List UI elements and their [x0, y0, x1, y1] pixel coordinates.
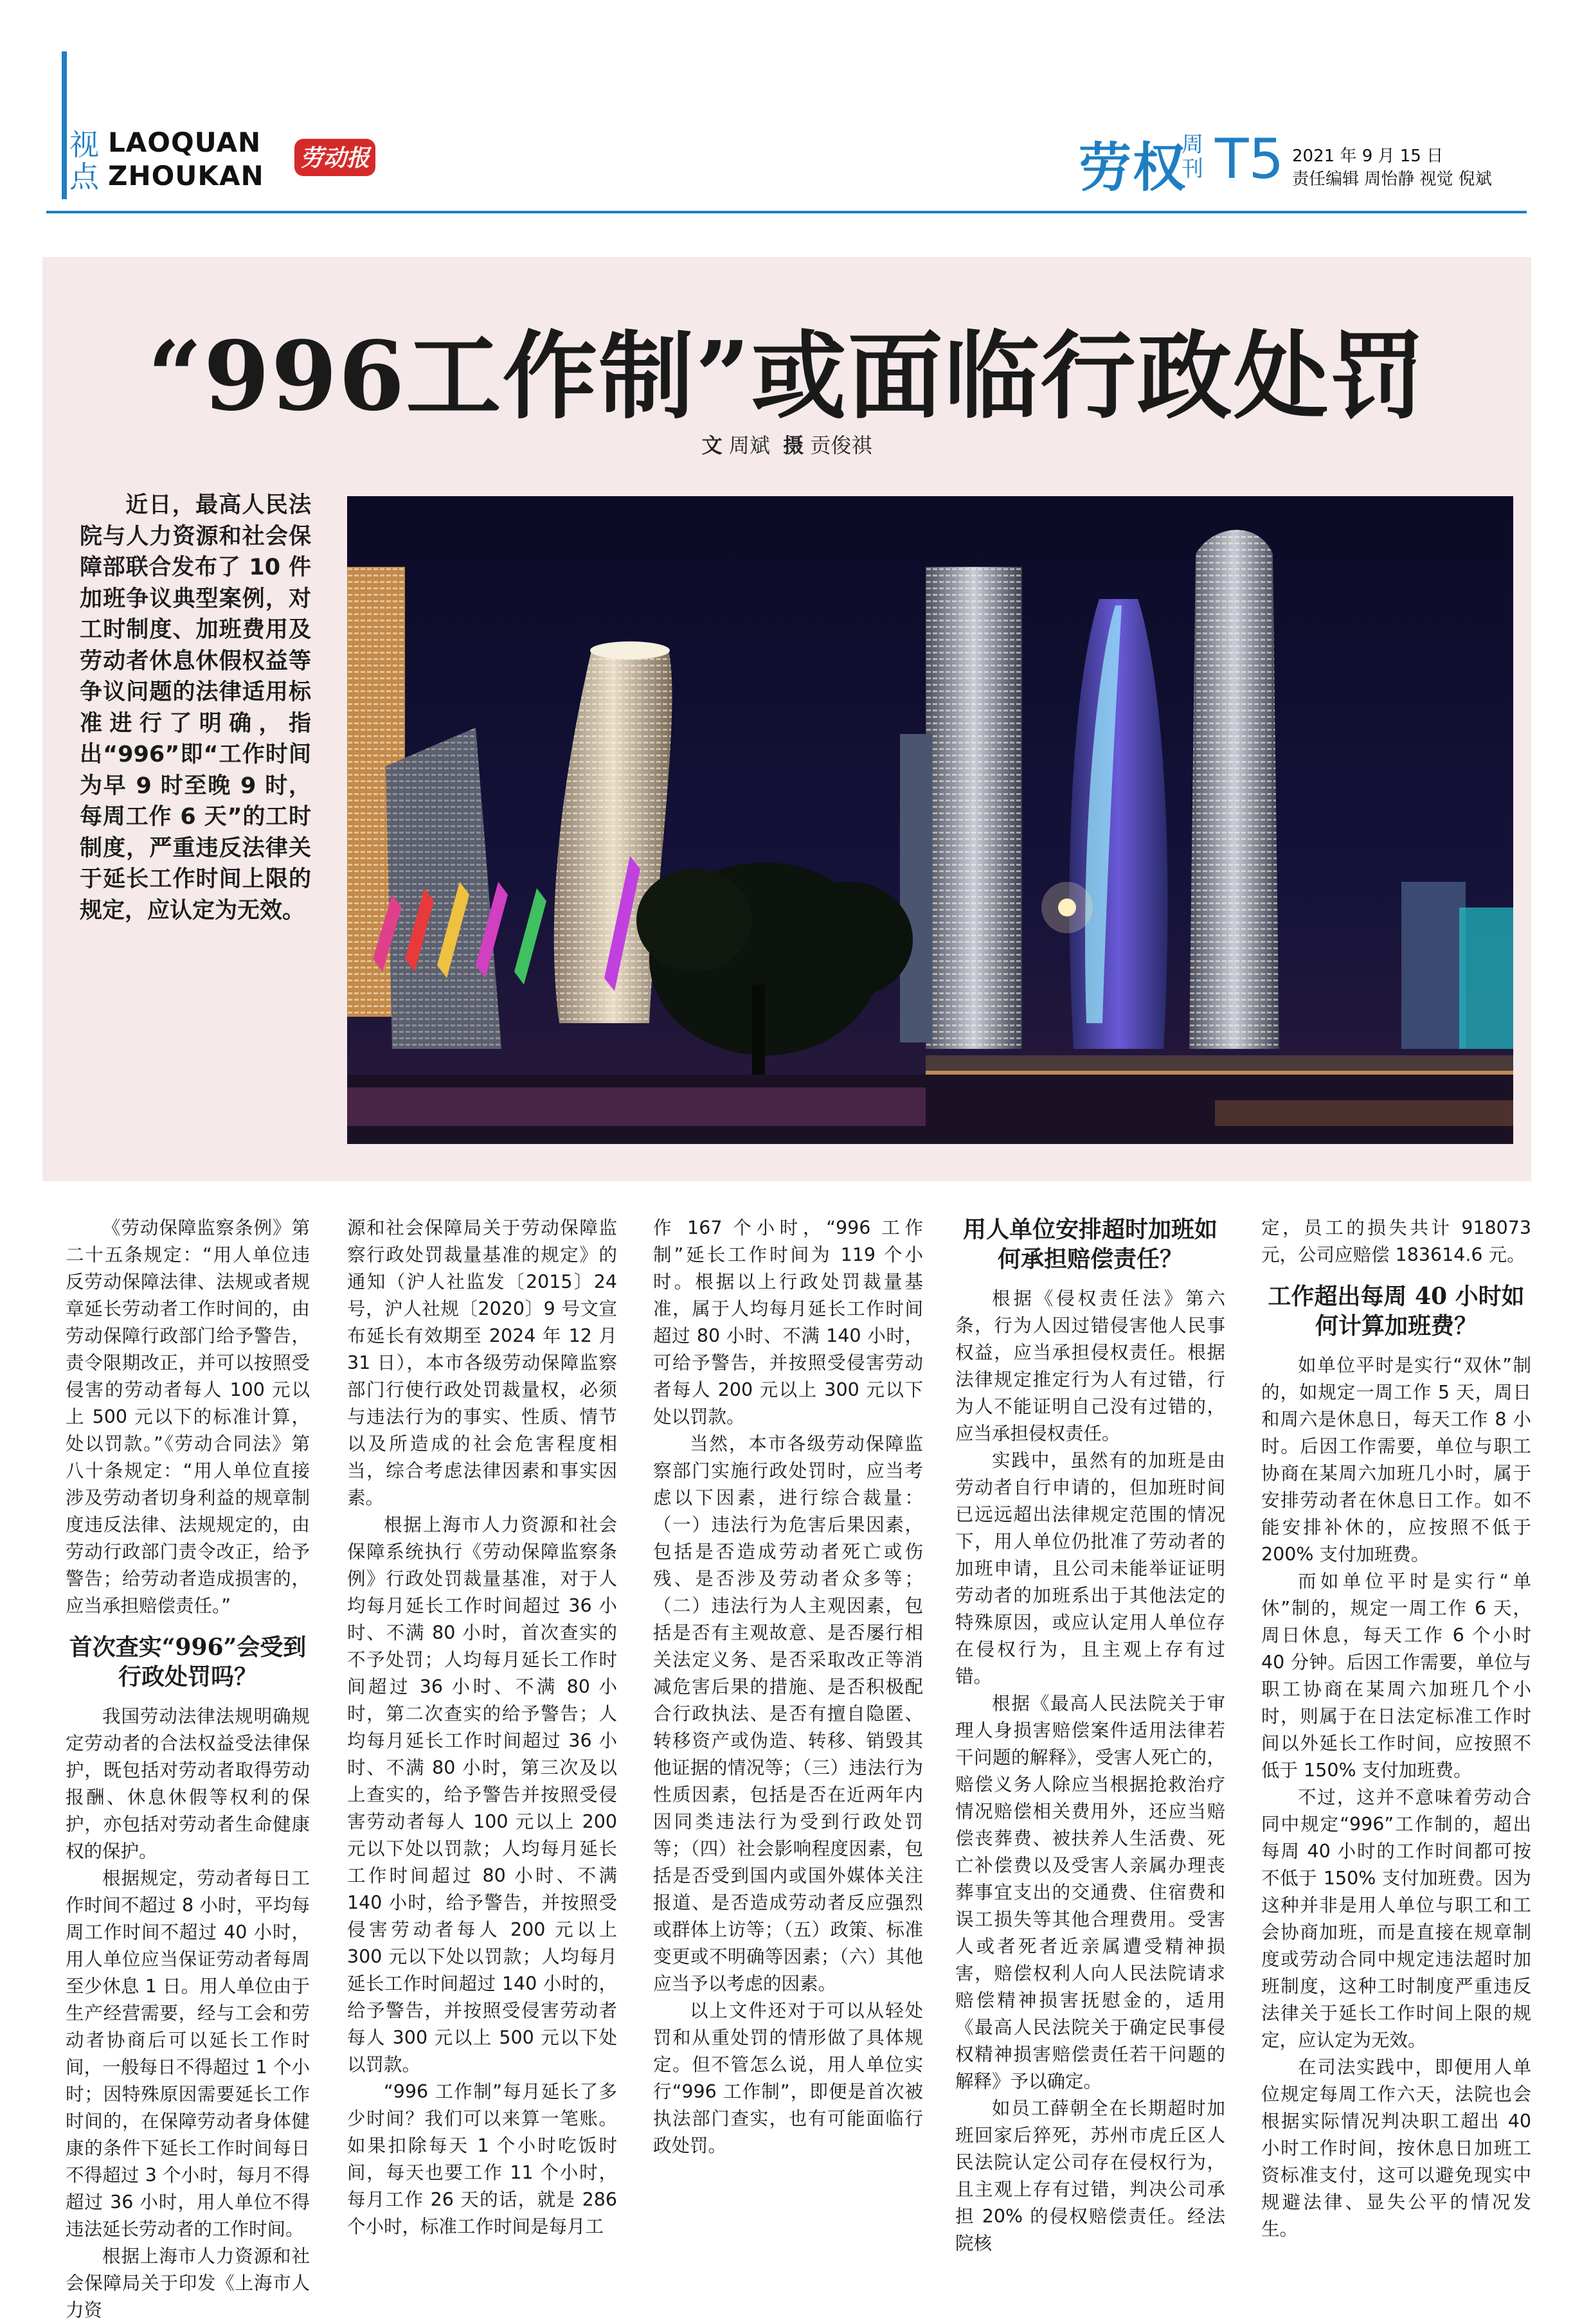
body-paragraph: 如员工薛朝全在长期超时加班回家后猝死，苏州市虎丘区人民法院认定公司存在侵权行为，且主观上存有过错，判决公司承担 20% 的侵权赔偿责任。经法院核: [955, 2098, 1225, 2254]
body-paragraph: 根据上海市人力资源和社会保障系统执行《劳动保障监察条例》行政处罚裁量基准，对于人均每月延长工作时间超过 36 小时、不满 80 小时，首次查实的不予处罚；人均每月延长工作时间超过 36 小时、不满 80 小时，第二次查实的给予警告；人均每月延长工作时间超过 36 小时、不满 80 小时，第三次及以上查实的，给予警告并按照受侵害劳动者每人 100 元以上 200 元以下处以罚款；人均每月延长工作时间超过 80 小时、不满 140 小时，给予警告，并按照受侵害劳动者每人 200 元以上 300 元以下处以罚款；人均每月延长工作时间超过 140 小时的，给予警告，并按照受侵害劳动者每人 300 元以上 500 元以下处以罚款。: [347, 1514, 617, 2075]
body-paragraph: 《劳动保障监察条例》第二十五条规定：“用人单位违反劳动保障法律、法规或者规章延长劳动者工作时间的，由劳动保障行政部门给予警告，责令限期改正，并可以按照受侵害的劳动者每人 100 元以上 500 元以下的标准计算，处以罚款。”《劳动合同法》第八十条规定：“用人单位直接涉及劳动者切身利益的规章制度违反法律、法规规定的，由劳动行政部门责令改正，给予警告；给劳动者造成损害的，应当承担赔偿责任。”: [66, 1217, 310, 1616]
body-column-1: [66, 1215, 310, 2324]
body-paragraph: “996 工作制”每月延长了多少时间？我们可以来算一笔账。如果扣除每天 1 个小时吃饭时间，每天也要工作 11 个小时，每月工作 26 天的话，就是 286 个小时，标准工作时间是每月工: [347, 2081, 617, 2237]
page-weekly-label: 周刊: [1182, 132, 1203, 182]
editor-credits: 责任编辑 周怡静 视觉 倪斌: [1292, 170, 1492, 189]
byline-text-author: 周斌: [728, 433, 770, 458]
issue-date: 2021 年 9 月 15 日: [1292, 147, 1444, 166]
body-paragraph: 根据规定，劳动者每日工作时间不超过 8 小时，平均每周工作时间不超过 40 小时，用人单位应当保证劳动者每周至少休息 1 日。用人单位由于生产经营需要，经与工会和劳动者协商后可以延长工作时间，一般每日不得超过 1 个小时；因特殊原因需要延长工作时间的，在保障劳动者身体健康的条件下延长工作时间每日不得超过 3 个小时，每月不得超过 36 小时，用人单位不得违法延长劳动者的工作时间。: [66, 1868, 310, 2240]
body-paragraph: 源和社会保障局关于劳动保障监察行政处罚裁量基准的规定》的通知（沪人社监发〔2015〕24 号，沪人社规〔2020〕9 号文宣布延长有效期至 2024 年 12 月 31 日），本市各级劳动保障监察部门行使行政处罚裁量权，必须与违法行为的事实、性质、情节以及所造成的社会危害程度相当，综合考虑法律因素和事实因素。: [347, 1217, 617, 1508]
subheading: 用人单位安排超时加班如何承担赔偿责任？: [962, 1216, 1218, 1273]
newspaper-logo: [293, 136, 377, 179]
header-accent-bar: [62, 51, 67, 199]
body-paragraph: 作 167 个小时，“996 工作制”延长工作时间为 119 个小时。根据以上行政处罚裁量基准，属于人均每月延长工作时间超过 80 小时、不满 140 小时，可给予警告，并按照受侵害劳动者每人 200 元以上 300 元以下处以罚款。: [653, 1217, 923, 1427]
section-label-en-line1: LAOQUAN: [108, 127, 262, 158]
byline: [42, 429, 1531, 459]
header-rule: [46, 211, 1527, 213]
section-label-en-line2: ZHOUKAN: [108, 160, 264, 192]
byline-text-label: 文: [701, 433, 723, 458]
body-paragraph: 不过，这并不意味着劳动合同中规定“996”工作制的，超出每周 40 小时的工作时间都可按不低于 150% 支付加班费。因为这种并非是用人单位与职工和工会协商加班，而是直接在规章制度或劳动合同中规定违法超时加班制度，这种工时制度严重违反法律关于延长工作时间上限的规定，应认定为无效。: [1261, 1787, 1531, 2051]
skyline-photo: [347, 496, 1513, 1144]
body-column-2: [347, 1215, 617, 2240]
body-paragraph: 根据上海市人力资源和社会保障局关于印发《上海市人力资: [66, 2246, 310, 2321]
body-paragraph: 根据《侵权责任法》第六条，行为人因过错侵害他人民事权益，应当承担侵权责任。根据法律规定推定行为人有过错，行为人不能证明自己没有过错的，应当承担侵权责任。: [955, 1288, 1225, 1444]
body-paragraph: 如单位平时是实行“双休”制的，如规定一周工作 5 天，周日和周六是休息日，每天工作 8 小时。后因工作需要，单位与职工协商在某周六加班几小时，属于安排劳动者在休息日工作。如不能安排补休的，应按照不低于 200% 支付加班费。: [1261, 1355, 1531, 1565]
lede-paragraph: [80, 490, 311, 926]
body-paragraph: 在司法实践中，即便用人单位规定每周工作六天，法院也会根据实际情况判决职工超出 40 小时工作时间，按休息日加班工资标准支付，这可以避免现实中规避法律、显失公平的情况发生。: [1261, 2057, 1531, 2240]
body-paragraph: 我国劳动法律法规明确规定劳动者的合法权益受法律保护，既包括对劳动者取得劳动报酬、休息休假等权利的保护，亦包括对劳动者生命健康权的保护。: [66, 1706, 310, 1862]
svg-text:劳动报: 劳动报: [300, 145, 370, 172]
byline-photo-author: 贡俊祺: [810, 433, 872, 458]
byline-photo-label: 摄: [783, 433, 804, 458]
body-paragraph: 以上文件还对于可以从轻处罚和从重处罚的情形做了具体规定。但不管怎么说，用人单位实行“996 工作制”，即便是首次被执法部门查实，也有可能面临行政处罚。: [653, 2000, 923, 2156]
subheading: 工作超出每周 40 小时如何计算加班费？: [1268, 1283, 1525, 1339]
body-paragraph: 定，员工的损失共计 918073 元，公司应赔偿 183614.6 元。: [1261, 1217, 1531, 1265]
body-paragraph: 当然，本市各级劳动保障监察部门实施行政处罚时，应当考虑以下因素，进行综合裁量：（一）违法行为危害后果因素，包括是否造成劳动者死亡或伤残、是否涉及劳动者众多等；（二）违法行为人主观因素，包括是否有主观故意、是否屡行相关法定义务、是否采取改正等消减危害后果的措施、是否积极配合行政执法、是否有擅自隐匿、转移资产或伪造、转移、销毁其他证据的情况等；（三）违法行为性质因素，包括是否在近两年内因同类违法行为受到行政处罚等；（四）社会影响程度因素，包括是否受到国内或国外媒体关注报道、是否造成劳动者反应强烈或群体上访等；（五）政策、标准变更或不明确等因素；（六）其他应当予以考虑的因素。: [653, 1433, 923, 1994]
headline: “996工作制”或面临行政处罚: [147, 320, 1426, 432]
body-column-3: [653, 1215, 923, 2159]
section-label-en: [108, 126, 264, 193]
lede-text: 近日，最高人民法院与人力资源和社会保障部联合发布了 10 件加班争议典型案例，对工时制度、加班费用及劳动者休息休假权益等争议问题的法律适用标准进行了明确，指出“996”即“工作时间为早 9 时至晚 9 时，每周工作 6 天”的工时制度，严重违反法律关于延长工作时间上限的规定，应认定为无效。: [80, 492, 311, 924]
body-paragraph: 而如单位平时是实行“单休”制的，规定一周工作 6 天，周日休息，每天工作 6 个小时 40 分钟。后因工作需要，单位与职工协商在某周六加班几个小时，则属于在日法定标准工作时间以外延长工作时间，应按照不低于 150% 支付加班费。: [1261, 1571, 1531, 1781]
body-column-5: [1261, 1215, 1531, 2243]
page-number: T5: [1215, 127, 1284, 192]
body-paragraph: 实践中，虽然有的加班是由劳动者自行申请的，但加班时间已远远超出法律规定范围的情况下，用人单位仍批准了劳动者的加班申请，且公司未能举证证明劳动者的加班系出于其他法定的特殊原因，或应认定用人单位存在侵权行为，且主观上存有过错。: [955, 1450, 1225, 1687]
body-column-4: [955, 1215, 1225, 2257]
page-brand: 劳权: [1079, 138, 1187, 199]
subheading: 首次查实“996”会受到行政处罚吗？: [69, 1634, 307, 1690]
section-label-zh: 视点: [69, 127, 99, 194]
body-paragraph: 根据《最高人民法院关于审理人身损害赔偿案件适用法律若干问题的解释》，受害人死亡的，赔偿义务人除应当根据抢救治疗情况赔偿相关费用外，还应当赔偿丧葬费、被扶养人生活费、死亡补偿费以及受害人亲属办理丧葬事宜支出的交通费、住宿费和误工损失等其他合理费用。受害人或者死者近亲属遭受精神损害，赔偿权利人向人民法院请求赔偿精神损害抚慰金的，适用《最高人民法院关于确定民事侵权精神损害赔偿责任若干问题的解释》予以确定。: [955, 1693, 1225, 2092]
